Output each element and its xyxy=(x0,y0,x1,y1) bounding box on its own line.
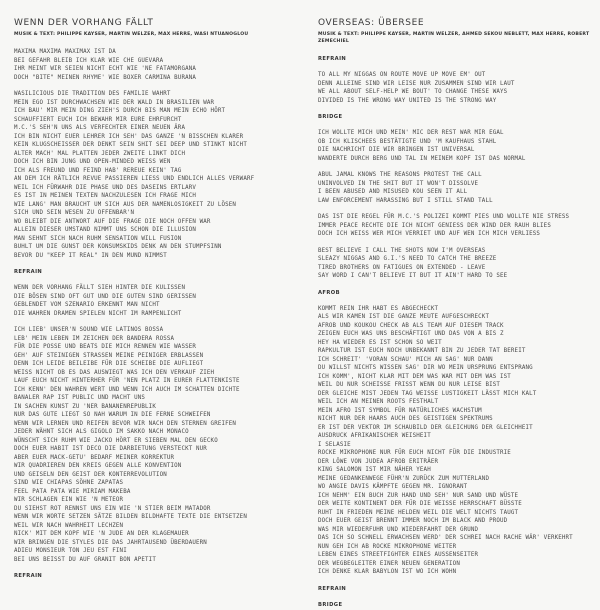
lyric-line: LAW ENFORCEMENT HARASSING BUT I STILL STAND TALL xyxy=(318,197,493,204)
lyric-line: BUHLT UM DIE GUNST DER KONSUMSKIDS DENK AN DEN STUMPFSINN xyxy=(14,244,222,250)
lyric-line: I SELASIE xyxy=(318,441,351,448)
lyric-line: MEIN AFRO IST SYMBOL FÜR NATÜRLICHES WACHSTUM xyxy=(318,407,482,414)
lyric-line: DER WEGBEGLEITER EINER NEUEN GENERATION xyxy=(318,560,460,567)
lyric-line: MEIN EGO IST DURCHWACHSEN WIE DER WALD IN BRASILIEN WAR xyxy=(14,99,215,106)
lyric-line: ALTER MACH' MAL PLATTEN JEDER ZWEITE LINKT DICH xyxy=(14,150,186,157)
verse xyxy=(14,326,294,564)
lyric-line: WEIL DU NUR SCHEISSE FRISST WENN DU NUR LEISE BIST xyxy=(318,382,501,388)
lyric-line: BEI UNS BEISST DU AUF GRANIT BON APETIT xyxy=(14,556,156,563)
lyric-line: WENN WIR LERNEN UND REIFEN BEVOR WIR NACH DEN STERNEN GREIFEN xyxy=(14,420,237,427)
lyric-line: KEIN KLUGSCHEISSER DER DENKT SEIN SHIT SEI DEEP UND STINKT NICHT xyxy=(14,142,247,148)
verse xyxy=(318,71,594,105)
lyric-line: DOCH EUER HABIT IST DECO DIE DARBIETUNG VERSTECKT NUR xyxy=(14,446,207,452)
lyric-line: DIVIDED IS THE WRONG WAY UNITED IS THE STRONG WAY xyxy=(318,97,497,104)
lyric-line: LEBEN EINES STREETFIGHTER EINES AUSSENSEITER xyxy=(318,552,479,558)
section-label: AFROB xyxy=(318,289,340,296)
section-label: REFRAIN xyxy=(318,585,347,592)
verse xyxy=(318,213,594,239)
lyric-line: TO ALL MY NIGGAS ON ROUTE MOVE UP MOVE EM' OUT xyxy=(318,72,486,78)
lyric-line: WIR SCHLAGEN EIN WIE 'N METEOR xyxy=(14,497,124,503)
lyric-line: ALLEIN DIESER UMSTAND NIMMT UNS SCHON DIE ILLUSION xyxy=(14,227,197,233)
lyric-line: NUR DAS GUTE LIEGT SO NAH WARUM IN DIE FERNE SCHWEIFEN xyxy=(14,412,211,418)
verse xyxy=(14,90,294,260)
song-credits: MUSIK & TEXT: PHILIPPE KAYSER, MARTIN WELZER, AHMED SEKOU NEBLETT, MAX HERRE, ROBERT ZEMECHIEL xyxy=(318,32,590,44)
lyric-line: SAY WORD I CAN'T BELIEVE IT BUT IT AIN'T HARD TO SEE xyxy=(318,273,508,279)
lyric-line: WÜNSCHT SICH RUHM WIE JACKO HÖRT ER SIEBEN MAL DEN GECKO xyxy=(14,437,218,444)
lyric-line: I BEEN ABUSED AND MISUSED KOU SEEN IT ALL xyxy=(318,189,468,195)
lyric-line: BEST BELIEVE I CALL THE SHOTS NOW I'M OVERSEAS xyxy=(318,247,486,254)
lyric-line: WIR BRINGEN DIE STYLES DIE DAS JAHRTAUSEND ÜBERDAUERN xyxy=(14,539,207,546)
section-label: REFRAIN xyxy=(318,56,347,62)
lyric-line: ICH LIEB' UNSER'N SOUND WIE LATINOS BOSSA xyxy=(14,327,164,333)
lyric-line: WO BLEIBT DIE ANTWORT AUF DIE FRAGE DIE NOCH OFFEN WAR xyxy=(14,218,211,225)
lyric-line: ICH DENKE KLAR BABYLON IST WO ICH WOHN xyxy=(318,569,457,575)
lyric-line: ABUL JAMAL KNOWS THE REASONS PROTEST THE CALL xyxy=(318,172,482,178)
lyric-line: ICH NEHM' EIN BUCH ZUR HAND UND SEH' NUR SAND UND WÜSTE xyxy=(318,492,519,499)
lyric-line: AFROB UND KOUKOU CHECK AB ALS TEAM AUF DIESEM TRACK xyxy=(318,322,504,329)
lyric-line: ZEIGEN EUCH WAS UNS BESCHÄFTIGT UND DAS VON A BIS Z xyxy=(318,331,504,337)
lyric-line: NICK' MIT DEM KOPF WIE 'N JUDE AN DER KLAGEMAUER xyxy=(14,531,189,537)
lyric-line: BANALER RAP IST PUBLIC UND MACHT UNS xyxy=(14,395,146,401)
lyric-line: WEIL WIR NACH WAHRHEIT LECHZEN xyxy=(14,522,124,529)
lyric-line: OB ICH KLISCHEES BESTÄTIGTE UND 'M KAUFHAUS STAHL xyxy=(318,138,497,145)
lyric-line: HEY HA WIEDER ES IST SCHON SO WEIT xyxy=(318,339,442,346)
lyric-line: BEVOR DU "KEEP IT REAL" IN DEN MUND NIMMST xyxy=(14,252,167,259)
lyrics-body xyxy=(14,48,294,580)
lyric-line: GEH' AUF STEINIGEN STRASSEN MEINE PEINIGER ERBLASSEN xyxy=(14,352,204,359)
section-label: BRIDGE xyxy=(318,601,343,608)
lyric-line: KOMMT REIN IHR HABT ES ABGECHECKT xyxy=(318,305,439,312)
verse xyxy=(318,247,594,281)
lyric-line: DENN ALLEINE SIND WIR LEISE NUR ZUSAMMEN SIND WIR LAUT xyxy=(318,80,515,87)
lyric-line: ICH SCHREIT' 'VORAN SCHAU' MICH AN SAG' NUR DANN xyxy=(318,356,493,363)
lyric-line: DOCH ICH BIN JUNG UND OPEN-MINDED WEISS WEN xyxy=(14,159,171,165)
song-title: OVERSEAS: ÜBERSEE xyxy=(318,18,425,28)
lyric-line: WENN WIR WORTE SETZEN SÄTZE BILDEN BILDHAFTE TEXTE DIE ENTSETZEN xyxy=(14,514,247,520)
lyric-line: WO ANGIE DAVIS KÄMPFTE GEGEN MR. IGNORANT xyxy=(318,484,468,490)
lyric-line: DENN ICH LEIDE BEILEIBE FÜR DIE SCHEIBE DIE AUFLIEGT xyxy=(14,361,204,367)
lyric-line: WEIL ICH FÜRWAHR DIE PHASE UND DES DASEINS ERTLARV xyxy=(14,184,197,191)
section-label: REFRAIN xyxy=(14,269,43,275)
lyric-line: DER GLEICHE MIST JEDEN TAG WEISSE LUSTIGKEIT LÄSST MICH KALT xyxy=(318,390,537,397)
lyric-line: DU SIEHST ROT RENNST UNS EIN WIE 'N STIER BEIM MATADOR xyxy=(14,505,211,512)
lyric-line: NUN GEH ICH AB ROCKE MIKROPHONE WEITER xyxy=(318,543,457,550)
lyric-line: IMMER PEACE RECHTE DIE ICH NICHT GENIESS DER WIND DER RAUH BLIES xyxy=(318,222,551,229)
lyric-line: ICH KOMM', NICHT KLAR MIT DEM WAS WAR MIT DEM WAS IST xyxy=(318,373,511,380)
lyric-line: DER LÖWE VON JUDEA AFROB ERITRÄER xyxy=(318,458,439,465)
lyric-line: AUSDRUCK AFRIKANISCHER WEISHEIT xyxy=(318,433,431,439)
lyric-line: BEI GEFAHR BLEIB ICH KLAR WIE CHE GUEVARA xyxy=(14,57,164,64)
lyric-line: IN SACHEN KUNST ZU 'NER BANANENREPUBLIK xyxy=(14,403,156,410)
lyric-line: DAS IST DIE REGEL FÜR M.C.'S POLIZEI KOMMT PIES UND WOLLTE NIE STRESS xyxy=(318,214,570,220)
lyric-line: DOCH EUER GEIST BRENNT IMMER NOCH IM BLACK AND PROUD xyxy=(318,518,508,524)
lyric-line: WIE LANG' MAN BRAUCHT UM SICH AUS DER NAMENLOSIGKEIT ZU LÖSEN xyxy=(14,201,237,208)
lyric-line: UNINVOLVED IN THE SHIT BUT IT WON'T DISSOLVE xyxy=(318,180,479,187)
lyric-line: DAS ICH SO SCHNELL ERWACHSEN WERD' DER SCHREI NACH RACHE WÄR' VERKEHRT xyxy=(318,535,573,541)
lyric-line: WEIL ICH AN MEINEN ROOTS FESTHALT xyxy=(318,399,439,405)
verse xyxy=(14,48,294,82)
lyric-line: DIE WAHREN DRAMEN SPIELEN NICHT IM RAMPENLICHT xyxy=(14,310,182,317)
lyric-line: ICH ALS FREUND UND FEIND HAB' REREUE KEIN' TAG xyxy=(14,167,182,174)
verse xyxy=(318,305,594,577)
lyric-line: GEBLENDET VOM SZENARIO ERKENNT MAN NICHT xyxy=(14,302,160,308)
lyric-line: ALS WIR KAMEN IST DIE GANZE MEUTE AUFGESCHRECKT xyxy=(318,314,490,320)
lyric-line: SLEAZY NIGGAS AND G.I.'S NEED TO CATCH THE BREEZE xyxy=(318,256,497,262)
lyric-line: WANDERTE DURCH BERG UND TAL IN MEINEM KOPF IST DAS NORMAL xyxy=(318,155,526,162)
lyric-line: DIE NACHRICHT DIE WIR BRINGEN IST UNIVERSAL xyxy=(318,147,475,153)
lyric-line: SCHAUFFIERT EUCH ICH BEWAHR MIR EURE EHRFURCHT xyxy=(14,116,182,123)
lyric-line: WIR QUADRIEREN DEN KREIS GEGEN ALLE KONVENTION xyxy=(14,463,182,469)
song-credits: MUSIK & TEXT: PHILIPPE KAYSER, MARTIN WELZER, MAX HERRE, WASI NTUANOGLOU xyxy=(14,32,249,37)
lyric-line: RAPKULTUR IST EUCH NOCH UNBEKANNT BIN ZU JEDER TAT BEREIT xyxy=(318,348,526,354)
lyric-line: KING SALOMON IST MIR NÄHER YEAH xyxy=(318,467,431,473)
section-label: BRIDGE xyxy=(318,114,343,120)
lyric-line: LAUF EUCH NICHT HINTERHER FÜR 'NEN PLATZ IN EURER FLATTENKISTE xyxy=(14,378,240,384)
lyric-line: NICHT NUR DER HAARS AUCH DES GEISTIGEN SPEKTRUMS xyxy=(318,416,493,422)
lyric-line: AN DEM ICH RÄTLICH REVUE PASSIEREN LIESS UND ENDLICH ALLES VERWARF xyxy=(14,176,255,182)
lyric-line: DIE BÖSEN SIND OFT GUT UND DIE GUTEN SIND GERISSEN xyxy=(14,293,197,300)
lyric-line: WENN DER VORHANG FÄLLT SIEH HINTER DIE KULISSEN xyxy=(14,285,186,291)
verse xyxy=(318,171,594,205)
section-label: REFRAIN xyxy=(14,573,43,579)
lyric-line: ICH WOLLTE MICH UND MEIN' MIC DER REST WAR MIR EGAL xyxy=(318,130,504,136)
verse xyxy=(14,284,294,318)
lyric-line: DOCH "BITE" MEINEN RHYME' WIE BOXER CARMINA BURANA xyxy=(14,74,197,81)
lyric-line: ES IST IN MEINEN TEXTEN NACHZULESEN ICH FRAGE MICH xyxy=(14,193,197,199)
lyric-line: MEINE GEDANKENWEGE FÜHR'N ZURÜCK ZUM MUTTERLAND xyxy=(318,475,490,482)
lyric-line: JEDER WÄHNT SICH ALS GIGOLO IM SAKKO NACH MONACO xyxy=(14,429,189,435)
lyric-line: ICH BAU' MIR MEIN DING ZIEH'S DURCH BIS MAN MEIN ECHO HÖRT xyxy=(14,108,226,114)
lyric-line: ICH KENN' DEN WAHREN WERT UND WENN ICH AUCH IM SCHATTEN DICHTE xyxy=(14,386,240,393)
lyric-line: ABER EUER MACK-GETU' BEDARF MEINER KORREKTUR xyxy=(14,454,175,461)
lyric-line: ROCKE MIKROPHONE NUR FÜR EUCH NICHT FÜR DIE INDUSTRIE xyxy=(318,450,511,456)
lyric-line: FEEL PATA PATA WIE MIRIAM MAKEBA xyxy=(14,488,131,495)
lyric-line: SIND WIE CHIAPAS SÖHNE ZAPATAS xyxy=(14,480,124,486)
lyric-line: ADIEU MONSIEUR TON JEU EST FINI xyxy=(14,548,127,554)
lyric-line: IHR MEINT WIR SEIEN NICHT ECHT WIE 'NE FATAMORGANA xyxy=(14,66,197,72)
lyric-line: SICH UND SEIN WESEN ZU OFFENBAR'N xyxy=(14,210,135,216)
lyric-line: TIRED BROTHERS ON FATIGUES ON EXTENDED - LEAVE xyxy=(318,264,486,271)
lyric-line: WEISS NICHT OB ES DAS AUSWIEGT WAS ICH DEN VERKAUF ZIEH xyxy=(14,369,215,376)
lyric-line: UND GEISELN DEN GEIST DER KONTERREVOLUTION xyxy=(14,471,167,478)
right-column xyxy=(300,0,600,610)
verse xyxy=(318,129,594,163)
lyrics-body xyxy=(318,55,594,609)
lyric-line: WE ALL ABOUT SELF-HELP WE BOUT' TO CHANGE THESE WAYS xyxy=(318,89,508,95)
lyric-line: WASILICIOUS DIE TRADITION DES FAMILIE WAHRT xyxy=(14,91,171,97)
lyric-line: WAS MIR WIEDERFUHR UND WIEDERFAHRT DER GRUND xyxy=(318,526,479,533)
lyric-line: FÜR DIE POSSE UND BEATS DIE MICH RENNEN WIE WASSER xyxy=(14,344,197,350)
lyric-line: DOCH ICH WEISS WER MICH VERRIET UND AUF WEN ICH MICH VERLIESS xyxy=(318,231,541,237)
lyric-line: MAN SEHNT SICH NACH RUHM SENSATION WILL FUSION xyxy=(14,235,182,242)
lyric-line: RUHT IN FRIEDEN MEINE HELDEN WEIL DIE WELT NICHTS TAUGT xyxy=(318,509,519,516)
lyric-line: MAXIMA MAXIMA MAXIMAX IST DA xyxy=(14,49,116,55)
song-title: WENN DER VORHANG FÄLLT xyxy=(14,18,154,28)
lyric-line: LEB' MEIN LEBEN IM ZEICHEN DER BANDERA ROSSA xyxy=(14,335,175,342)
lyric-line: ICH BIN NICHT EUER LEHRER ICH SEH' DAS GANZE 'N BISSCHEN KLARER xyxy=(14,133,244,140)
lyric-line: M.C.'S SEH'N UNS ALS VERFECHTER EINER NEUEN ÄRA xyxy=(14,125,186,131)
lyric-line: ER IST DER VEKTOR IM SCHAUBILD DER GLEICHUNG DER GLEICHHEIT xyxy=(318,424,533,431)
lyric-line: DU WILLST NICHTS WISSEN SAG' DIR WO MEIN URSPRUNG ENTSPRANG xyxy=(318,365,533,371)
lyric-line: DER WEITE KONTINENT DER FÜR DIE WEISSE HERRSCHAFT BÜSSTE xyxy=(318,501,522,507)
